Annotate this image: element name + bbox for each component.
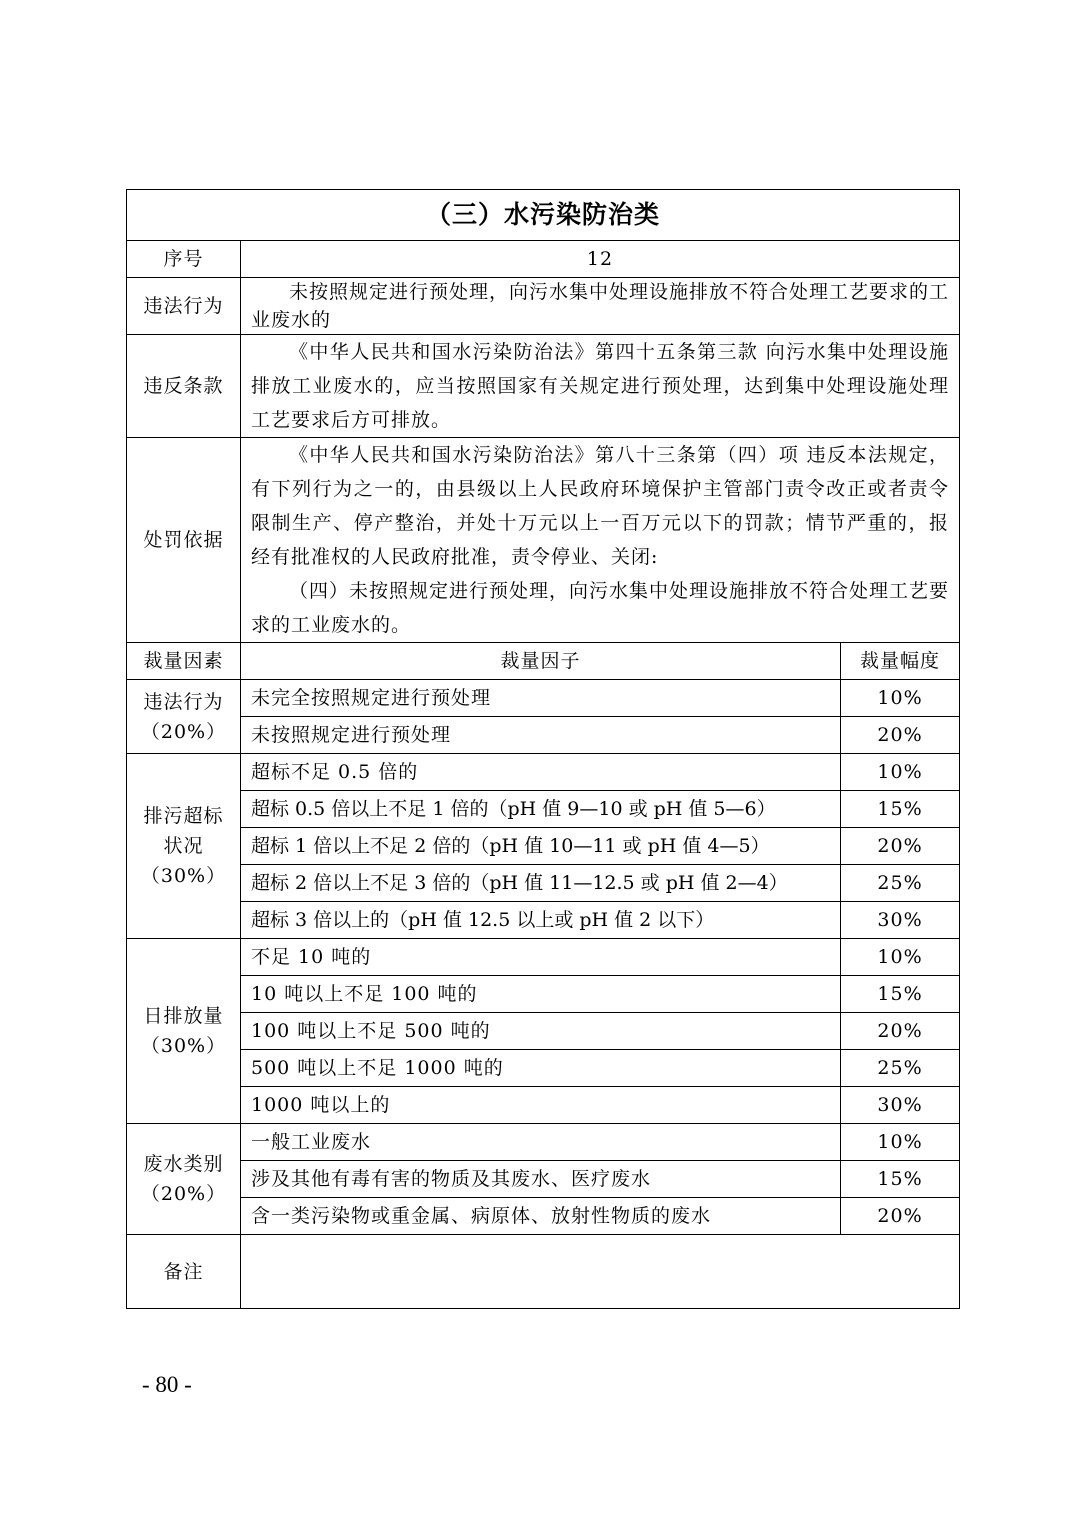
remarks-row (127, 1235, 960, 1309)
range-cell: 15% (841, 976, 960, 1013)
range-cell: 10% (841, 939, 960, 976)
factor-cell: 超标 2 倍以上不足 3 倍的（pH 值 11—12.5 或 pH 值 2—4） (241, 865, 841, 902)
discretion-header-row (127, 643, 960, 680)
penalty-basis-paragraph-1: 《中华人民共和国水污染防治法》第八十三条第（四）项 违反本法规定，有下列行为之一的，由县级以上人民政府环境保护主管部门责令改正或者责令限制生产、停产整治，并处十万元以上一百万元以下的罚款；情节严重的，报经有批准权的人民政府批准，责令停业、关闭: (251, 444, 950, 568)
factor-cell: 500 吨以上不足 1000 吨的 (241, 1050, 841, 1087)
violated-article-row (127, 335, 960, 438)
violation-label: 违法行为 (127, 278, 241, 335)
penalty-basis-row (127, 438, 960, 643)
discretion-range-header: 裁量幅度 (841, 643, 960, 680)
table-row (127, 1161, 960, 1198)
range-cell: 30% (841, 902, 960, 939)
factor-cell: 1000 吨以上的 (241, 1087, 841, 1124)
group-label (127, 1124, 241, 1235)
group-label-weight: （30%） (140, 865, 227, 887)
table-row (127, 680, 960, 717)
group-label (127, 754, 241, 939)
range-cell: 10% (841, 754, 960, 791)
table-row (127, 865, 960, 902)
penalty-basis-paragraph-2: （四）未按照规定进行预处理，向污水集中处理设施排放不符合处理工艺要求的工业废水的。 (251, 580, 950, 636)
table-row (127, 939, 960, 976)
violation-text: 未按照规定进行预处理，向污水集中处理设施排放不符合处理工艺要求的工业废水的 (251, 281, 950, 331)
violated-article-label: 违反条款 (127, 335, 241, 438)
title-row (127, 190, 960, 241)
penalty-discretion-table (126, 189, 960, 1309)
violation-row (127, 278, 960, 335)
group-label-line: 日排放量 (143, 1005, 224, 1027)
seq-row (127, 241, 960, 278)
table-row (127, 1124, 960, 1161)
seq-value: 12 (241, 241, 960, 278)
group-label (127, 939, 241, 1124)
factor-cell: 100 吨以上不足 500 吨的 (241, 1013, 841, 1050)
table-row (127, 717, 960, 754)
remarks-label: 备注 (127, 1235, 241, 1309)
factor-cell: 超标不足 0.5 倍的 (241, 754, 841, 791)
range-cell: 25% (841, 865, 960, 902)
table-row (127, 1050, 960, 1087)
penalty-basis-cell (241, 438, 960, 643)
factor-cell: 10 吨以上不足 100 吨的 (241, 976, 841, 1013)
discretion-element-header: 裁量因素 (127, 643, 241, 680)
range-cell: 15% (841, 791, 960, 828)
table-row (127, 1087, 960, 1124)
discretion-factor-header: 裁量因子 (241, 643, 841, 680)
group-label-weight: （20%） (140, 720, 227, 743)
table-row (127, 976, 960, 1013)
factor-cell: 超标 0.5 倍以上不足 1 倍的（pH 值 9—10 或 pH 值 5—6） (241, 791, 841, 828)
table-row (127, 791, 960, 828)
violation-cell (241, 278, 960, 335)
range-cell: 25% (841, 1050, 960, 1087)
group-label (127, 680, 241, 754)
penalty-basis-label: 处罚依据 (127, 438, 241, 643)
table-title: （三）水污染防治类 (127, 190, 960, 241)
range-cell: 20% (841, 828, 960, 865)
group-label-line: 废水类别 (143, 1153, 224, 1175)
factor-cell: 未按照规定进行预处理 (241, 717, 841, 754)
range-cell: 30% (841, 1087, 960, 1124)
seq-label: 序号 (127, 241, 241, 278)
factor-cell: 不足 10 吨的 (241, 939, 841, 976)
range-cell: 10% (841, 680, 960, 717)
range-cell: 15% (841, 1161, 960, 1198)
violated-article-text: 《中华人民共和国水污染防治法》第四十五条第三款 向污水集中处理设施排放工业废水的，应当按照国家有关规定进行预处理，达到集中处理设施处理工艺要求后方可排放。 (251, 341, 950, 431)
factor-cell: 含一类污染物或重金属、病原体、放射性物质的废水 (241, 1198, 841, 1235)
remarks-value (241, 1235, 960, 1309)
page-number: - 80 - (142, 1372, 192, 1397)
group-label-weight: （20%） (140, 1183, 227, 1205)
table-row (127, 828, 960, 865)
factor-cell: 超标 3 倍以上的（pH 值 12.5 以上或 pH 值 2 以下） (241, 902, 841, 939)
range-cell: 20% (841, 1198, 960, 1235)
table-row (127, 754, 960, 791)
factor-cell: 未完全按照规定进行预处理 (241, 680, 841, 717)
table-row (127, 1198, 960, 1235)
factor-cell: 一般工业废水 (241, 1124, 841, 1161)
range-cell: 20% (841, 1013, 960, 1050)
violated-article-cell (241, 335, 960, 438)
range-cell: 20% (841, 717, 960, 754)
table-row (127, 902, 960, 939)
table-row (127, 1013, 960, 1050)
factor-cell: 涉及其他有毒有害的物质及其废水、医疗废水 (241, 1161, 841, 1198)
group-label-weight: （30%） (140, 1035, 227, 1057)
group-label-line: 状况 (163, 835, 204, 857)
factor-cell: 超标 1 倍以上不足 2 倍的（pH 值 10—11 或 pH 值 4—5） (241, 828, 841, 865)
group-label-line: 排污超标 (143, 805, 224, 827)
group-label-line: 违法行为 (143, 690, 224, 713)
range-cell: 10% (841, 1124, 960, 1161)
